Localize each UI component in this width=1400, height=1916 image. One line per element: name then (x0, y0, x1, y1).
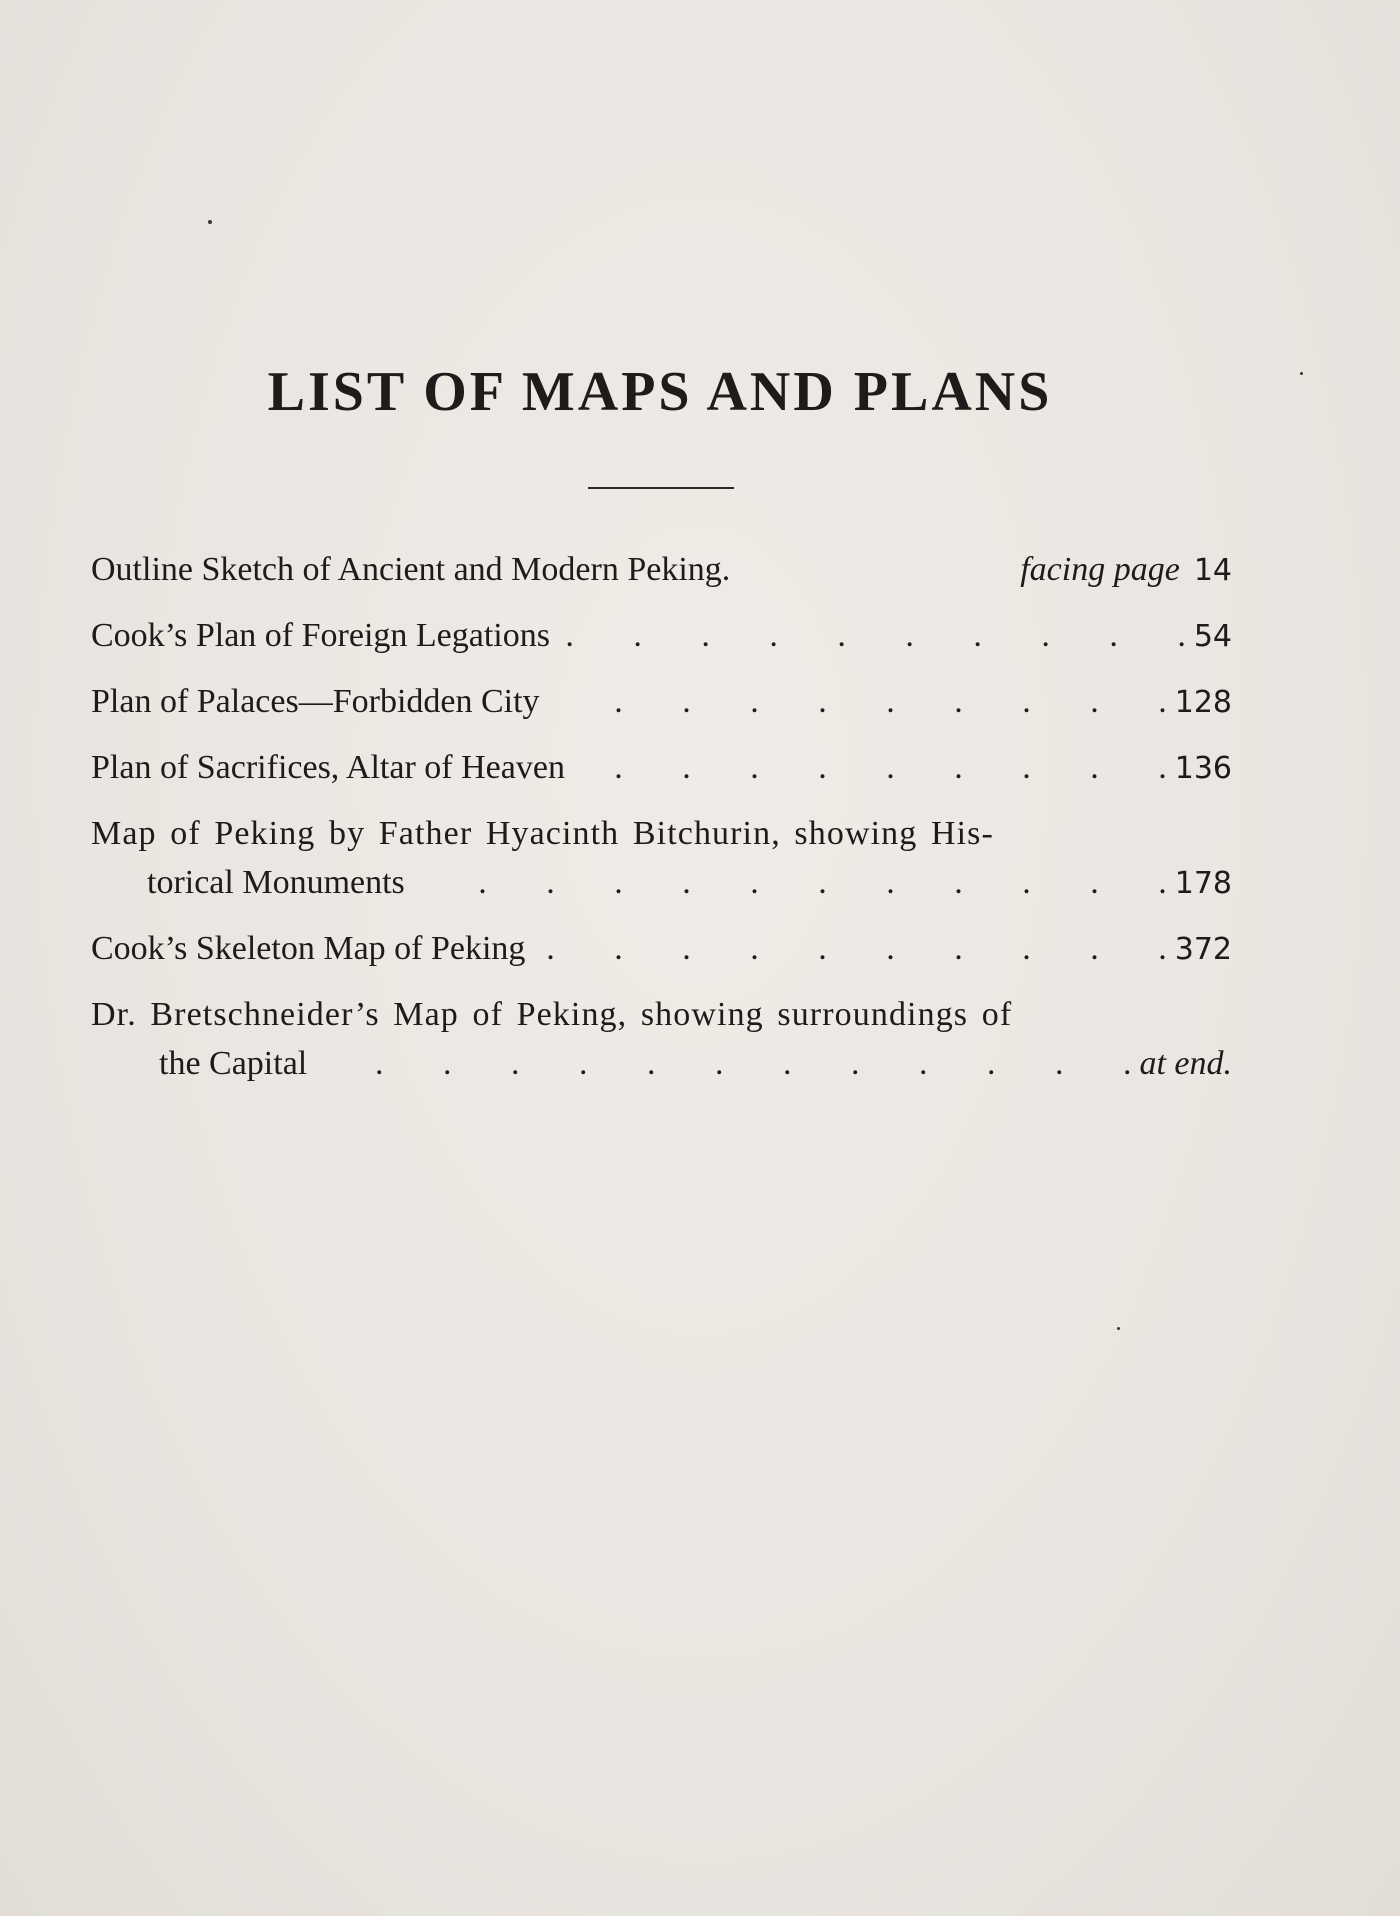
page-title: LIST OF MAPS AND PLANS (267, 361, 1053, 423)
list-item-continuation (91, 861, 1232, 906)
list-item (91, 993, 1232, 1037)
paper-speck (1300, 372, 1303, 375)
entry-page: 136 (1174, 751, 1232, 786)
list-item (91, 927, 1232, 972)
dot-leader (554, 680, 1167, 724)
entry-title: Outline Sketch of Ancient and Modern Peking. (91, 551, 731, 588)
paper-speck (208, 220, 212, 224)
entry-page: 178 (1174, 866, 1232, 901)
entry-title-continuation: torical Monuments (147, 864, 405, 901)
entry-title: Cook’s Plan of Foreign Legations (91, 617, 550, 654)
entry-page: at end. (1139, 1045, 1232, 1082)
list-item (91, 614, 1232, 659)
dot-leader (579, 746, 1167, 790)
dot-leader (321, 1042, 1131, 1086)
entry-title: Plan of Sacrifices, Altar of Heaven (91, 749, 565, 786)
entry-title: Plan of Palaces—Forbidden City (91, 683, 540, 720)
entry-title: Dr. Bretschneider’s Map of Peking, showing surroundings of (91, 996, 1013, 1033)
dot-leader (419, 861, 1167, 905)
list-item (91, 746, 1232, 791)
entry-title: Cook’s Skeleton Map of Peking (91, 930, 526, 967)
paper-speck (1117, 1327, 1120, 1330)
list-item (91, 548, 1232, 593)
entry-label: facing page (1020, 551, 1180, 588)
list-item-continuation (91, 1042, 1232, 1086)
entry-page: 372 (1174, 932, 1232, 967)
entry-page: 14 (1193, 553, 1232, 588)
entry-title: Map of Peking by Father Hyacinth Bitchurin, showing His- (91, 815, 994, 852)
entry-title-continuation: the Capital (159, 1045, 308, 1082)
dot-leader (564, 614, 1186, 658)
entry-page: 54 (1193, 619, 1232, 654)
entry-page: 128 (1174, 685, 1232, 720)
dot-leader (539, 927, 1166, 971)
list-item (91, 812, 1232, 856)
title-rule (588, 487, 734, 489)
maps-list (91, 548, 1232, 1086)
list-item (91, 680, 1232, 725)
